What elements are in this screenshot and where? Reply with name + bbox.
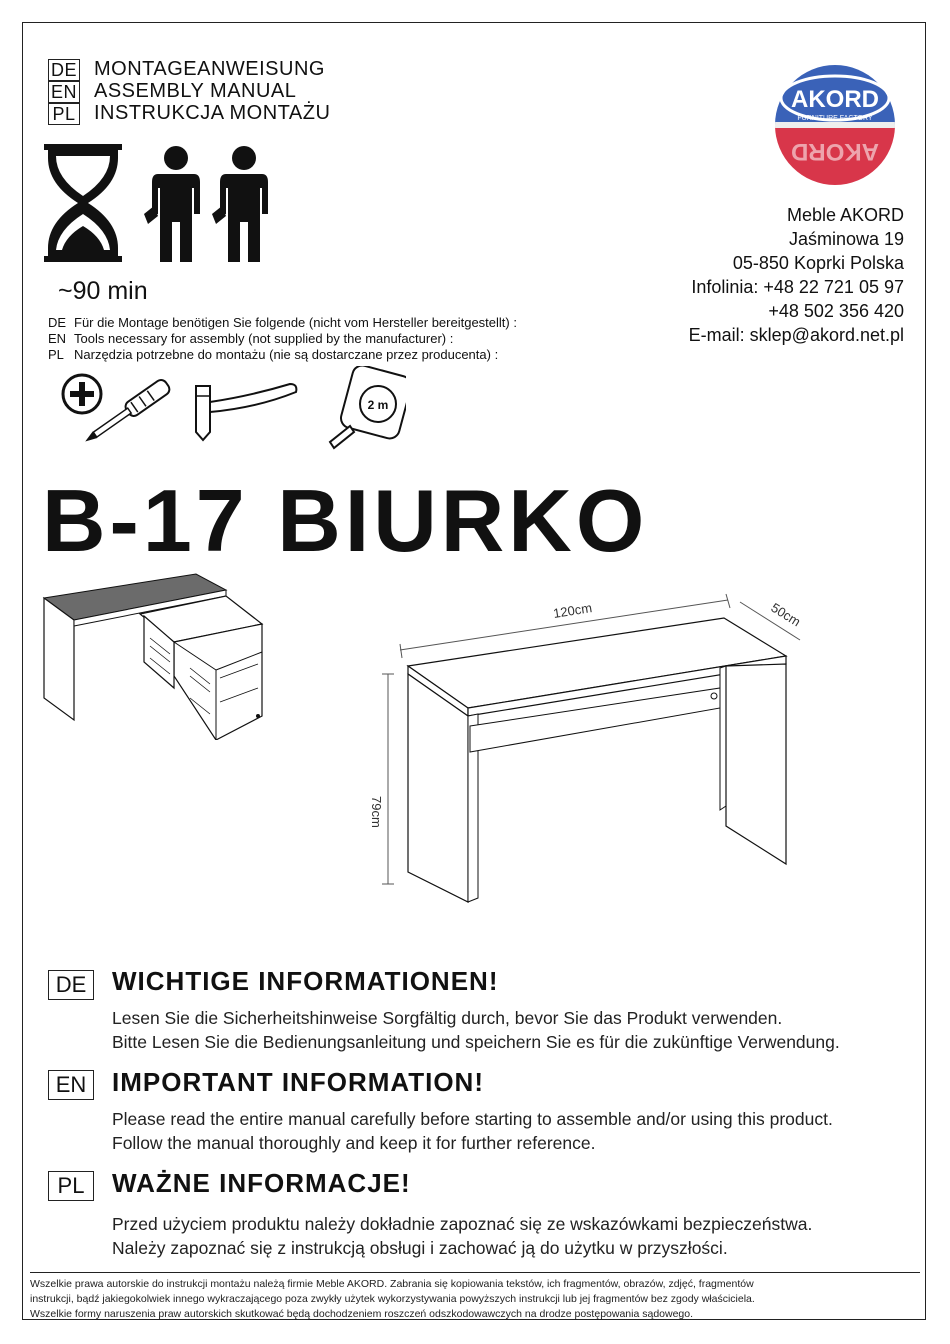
height-label: 79cm <box>369 796 384 828</box>
tools-text: Tools necessary for assembly (not supplied by the manufacturer) : <box>74 331 454 346</box>
lang-row-de <box>48 58 325 81</box>
lang-label: INSTRUKCJA MONTAŻU <box>94 102 331 124</box>
footer-line: Wszelkie prawa autorskie do instrukcji montażu należą firmie Meble AKORD. Zabrania się kopiowania tekstów, ich fragmentów, obrazów, zdjęć, fragmentów <box>30 1278 754 1290</box>
info-text-pl-1: Przed użyciem produktu należy dokładnie zapoznać się ze wskazówkami bezpieczeństwa. <box>112 1214 813 1234</box>
person-icon <box>144 146 200 262</box>
tools-line-pl <box>48 347 498 362</box>
info-lang-code-en: EN <box>48 1070 94 1100</box>
logo-subtext: FURNITURE FACTORY <box>797 115 873 122</box>
lang-label: ASSEMBLY MANUAL <box>94 80 297 102</box>
lang-code: DE <box>48 59 80 81</box>
copyright-footer <box>30 1272 920 1322</box>
info-text-pl-2: Należy zapoznać się z instrukcją obsługi i zachować ją do użytku w przyszłości. <box>112 1238 728 1258</box>
tools-line-en <box>48 331 453 346</box>
lang-row-en <box>48 80 296 103</box>
tool-icons <box>56 366 406 460</box>
company-city: 05-850 Koprki Polska <box>732 253 904 273</box>
info-text-en-1: Please read the entire manual carefully before starting to assemble and/or using this product. <box>112 1109 833 1129</box>
tools-line-de <box>48 315 517 330</box>
depth-label: 50cm <box>768 599 804 630</box>
lang-code: PL <box>48 103 80 125</box>
info-title-pl: WAŻNE INFORMACJE! <box>112 1168 411 1198</box>
info-text-de-2: Bitte Lesen Sie die Bedienungsanleitung und speichern Sie es für die zukünftige Verwendung. <box>112 1032 840 1052</box>
assembly-time: ~90 min <box>58 277 148 305</box>
person-icon <box>212 146 268 262</box>
width-label: 120cm <box>552 600 594 621</box>
tools-text: Narzędzia potrzebne do montażu (nie są dostarczane przez producenta) : <box>74 347 499 362</box>
info-text-en-2: Follow the manual thoroughly and keep it for further reference. <box>112 1133 596 1153</box>
company-phone-2: +48 502 356 420 <box>768 301 904 321</box>
info-title-de: WICHTIGE INFORMATIONEN! <box>112 966 499 996</box>
product-title: B-17 BIURKO <box>42 471 649 570</box>
company-name: Meble AKORD <box>786 205 904 225</box>
screwdriver-icon <box>63 375 172 448</box>
hourglass-icon <box>44 144 122 262</box>
corner-desk-illustration <box>40 568 270 740</box>
lang-label: MONTAGEANWEISUNG <box>94 58 325 80</box>
company-street: Jaśminowa 19 <box>788 229 904 249</box>
lang-code: EN <box>48 81 80 103</box>
info-text-de-1: Lesen Sie die Sicherheitshinweise Sorgfältig durch, bevor Sie das Produkt verwenden. <box>112 1008 783 1028</box>
logo-text: AKORD <box>791 86 879 113</box>
footer-line: instrukcji, bądź jakiegokolwiek innego wykraczającego poza zwykły użytek wykorzystywania powyższych instrukcji lub jej fragmentów bez zgody właściciela. <box>30 1293 755 1305</box>
company-phone-1: Infolinia: +48 22 721 05 97 <box>691 277 904 297</box>
tools-lang-code: DE <box>48 315 67 330</box>
footer-line: Wszelkie formy naruszenia praw autorskich skutkować będą dochodzeniem roszczeń odszkodowawczych na drodze postępowania sądowego. <box>30 1308 694 1320</box>
lang-row-pl <box>48 102 330 125</box>
tape-measure-icon <box>330 366 406 448</box>
tools-lang-code: PL <box>48 347 64 362</box>
akord-logo <box>764 62 906 192</box>
tools-lang-code: EN <box>48 331 67 346</box>
info-title-en: IMPORTANT INFORMATION! <box>112 1067 484 1097</box>
tape-label: 2 m <box>367 398 389 412</box>
logo-text-reflection: AKORD <box>791 138 879 165</box>
company-email: E-mail: sklep@akord.net.pl <box>688 325 904 345</box>
hammer-icon <box>196 384 296 440</box>
info-lang-code-pl: PL <box>48 1171 94 1201</box>
tools-text: Für die Montage benötigen Sie folgende (nicht vom Hersteller bereitgestellt) : <box>74 315 517 330</box>
info-lang-code-de: DE <box>48 970 94 1000</box>
assembly-icons <box>44 144 280 266</box>
desk-dimension-drawing <box>358 582 812 912</box>
